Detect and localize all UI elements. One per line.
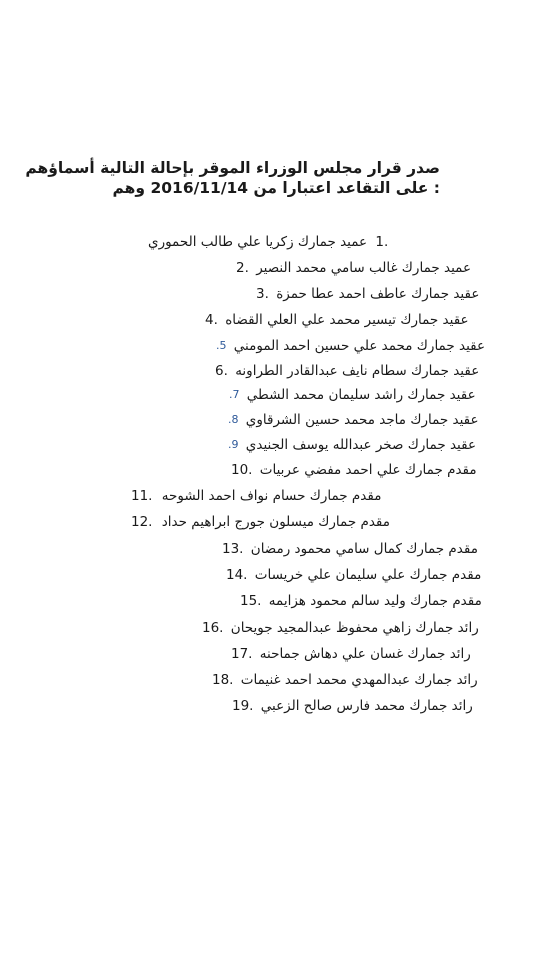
list-item	[229, 384, 476, 406]
item-name: عقيد جمارك عاطف احمد عطا حمزة	[276, 286, 480, 302]
item-number: 1.	[375, 234, 389, 250]
item-number: 2.	[236, 260, 249, 276]
item-number: .7	[229, 388, 240, 401]
item-name: رائد جمارك غسان علي دهاش جماحنه	[259, 646, 471, 662]
item-name: مقدم جمارك حسام نواف احمد الشوحه	[161, 488, 382, 504]
item-name: مقدم جمارك ميسلون جورج ابراهيم حداد	[161, 514, 390, 530]
item-name: مقدم جمارك وليد سالم محمود هزايمه	[268, 593, 482, 609]
list-item	[131, 485, 381, 507]
item-number: 14.	[226, 567, 248, 583]
list-item	[148, 231, 388, 253]
item-name: عقيد جمارك ماجد محمد حسين الشرقاوي	[245, 412, 479, 428]
item-number: .8	[228, 413, 239, 426]
item-number: 13.	[222, 541, 244, 557]
item-name: عقيد جمارك محمد علي حسين احمد المومني	[233, 338, 486, 354]
list-item	[212, 669, 478, 691]
item-number: 11.	[131, 488, 153, 504]
item-name: مقدم جمارك علي سليمان علي خريسات	[254, 567, 482, 583]
item-name: عقيد جمارك صخر عبدالله يوسف الجنيدي	[245, 437, 477, 453]
item-name: مقدم جمارك كمال سامي محمود رمضان	[250, 541, 478, 557]
list-item	[205, 309, 469, 331]
item-number: 17.	[231, 646, 253, 662]
item-name: مقدم جمارك علي احمد مفضي عربيات	[259, 462, 477, 478]
item-number: .9	[228, 438, 239, 451]
list-item	[131, 511, 390, 533]
item-name: رائد جمارك عبدالمهدي محمد احمد غنيمات	[240, 672, 478, 688]
list-item	[232, 695, 473, 717]
item-number: 18.	[212, 672, 234, 688]
item-name: عقيد جمارك راشد سليمان محمد الشطي	[246, 387, 476, 403]
item-name: عقيد جمارك سطام نايف عبدالقادر الطراونه	[235, 363, 480, 379]
item-name: عميد جمارك زكريا علي طالب الحموري	[148, 234, 368, 250]
list-item	[216, 335, 485, 357]
item-name: رائد جمارك زاهي محفوظ عبدالمجيد جويحان	[230, 620, 479, 636]
list-item	[240, 590, 482, 612]
item-number: .5	[216, 339, 227, 352]
list-item	[202, 617, 479, 639]
list-item	[215, 360, 479, 382]
item-number: 15.	[240, 593, 262, 609]
list-item	[236, 257, 471, 279]
item-number: 6.	[215, 363, 228, 379]
heading-line-2: : على التقاعد اعتبارا من 2016/11/14 وهم	[112, 179, 440, 197]
list-item	[228, 409, 479, 431]
item-number: 16.	[202, 620, 224, 636]
item-name: عميد جمارك غالب سامي محمد النصير	[256, 260, 472, 276]
list-item	[256, 283, 479, 305]
item-number: 3.	[256, 286, 269, 302]
list-item	[231, 643, 471, 665]
list-item	[231, 459, 477, 481]
item-number: 4.	[205, 312, 218, 328]
list-item	[222, 538, 478, 560]
heading-line-1: صدر قرار مجلس الوزراء الموقر بإحالة التالية أسماؤهم	[25, 159, 440, 177]
item-name: رائد جمارك محمد فارس صالح الزعبي	[260, 698, 473, 714]
item-number: 12.	[131, 514, 153, 530]
list-item	[228, 434, 476, 456]
list-item	[226, 564, 481, 586]
item-number: 19.	[232, 698, 254, 714]
item-number: 10.	[231, 462, 253, 478]
item-name: عقيد جمارك تيسير محمد علي العلي القضاه	[225, 312, 469, 328]
